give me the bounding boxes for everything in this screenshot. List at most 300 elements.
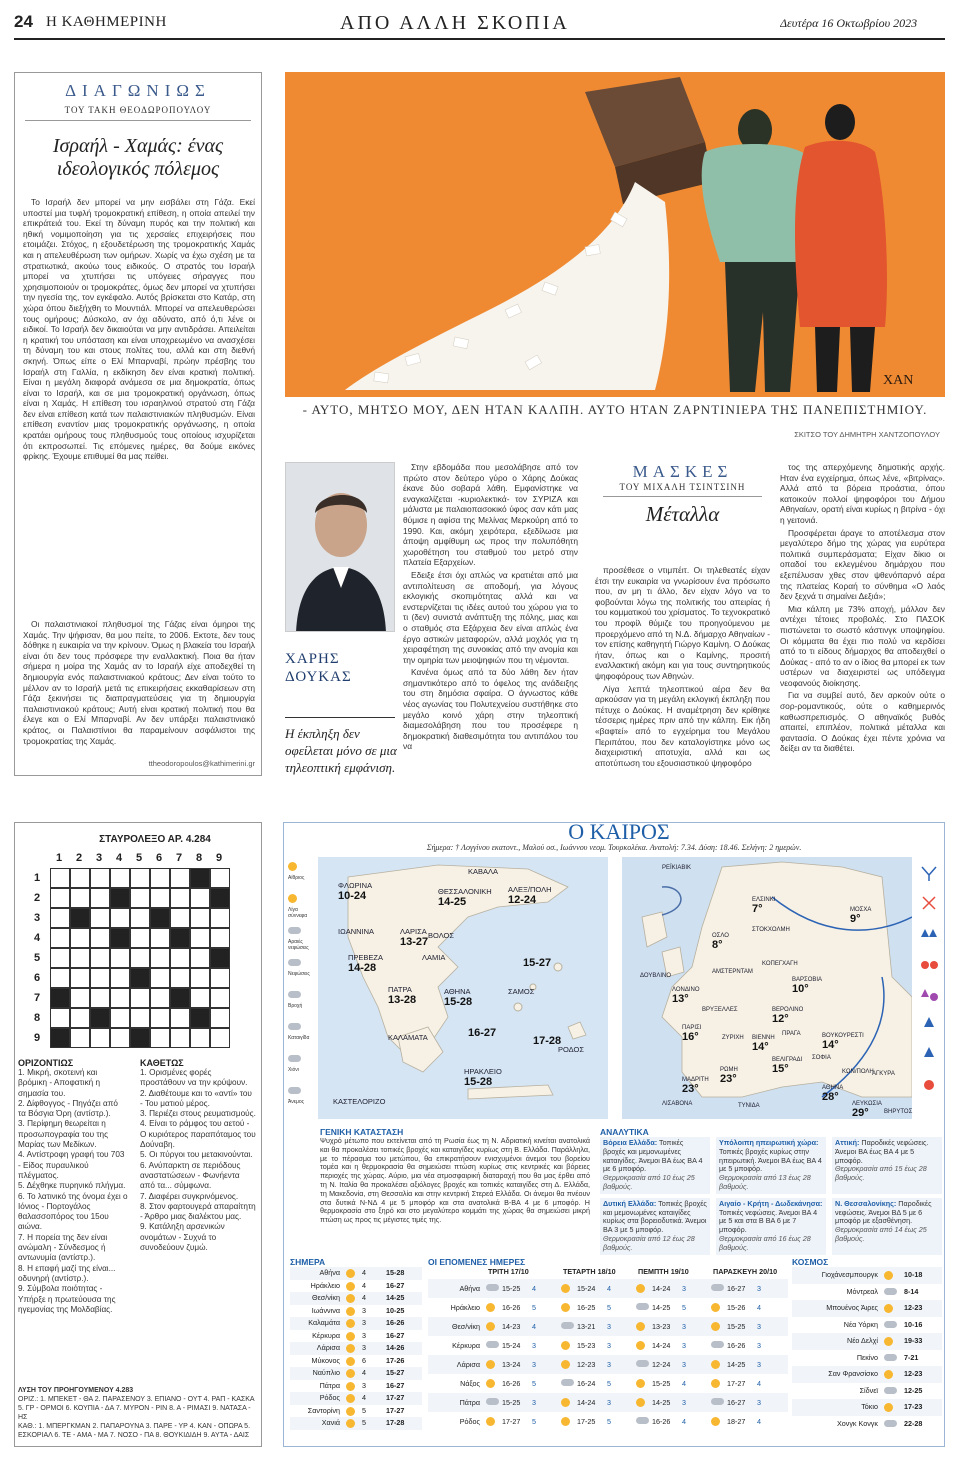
city-temp: 28° [822,1091,839,1103]
crossword-cell[interactable] [110,988,130,1008]
next-days-table [428,1257,788,1445]
city-temp: 16° [682,1031,699,1043]
temp-range: 16-27 [727,1284,746,1293]
divider [25,120,251,121]
paragraph: Στην εβδομάδα που μεσολάβησε από τον πρώτο στον δεύτερο γύρο ο Χάρης Δούκας έκανε δύο σοβαρά λάθη. Εμφανίστηκε να εναγκαλίζεται -κυριολεκτικά- τον ΣΥΡΙΖΑ και μάλιστα με παλαιοπασοκικό ύφος σαν κάτι μας θύμισε η αφίσα της Μελίνας Μερκούρη από το 1990. Και, ακόμη χειρότερα, εξεδίλωσε μια άποψη αμφίθυμη ως προς την πολυπόθητη χωροθέτηση του σταθμού του μετρό στην πλατεία Εξαρχείων. [403,462,578,568]
city-name: ΒΕΡΟΛΙΝΟ [772,1007,804,1013]
city-name: Καλαμάτα [308,1318,340,1327]
greece-city [464,1067,502,1088]
crossword-cell[interactable] [190,968,210,988]
greece-map [318,857,608,1119]
temp-range: 14-24 [577,1398,596,1407]
city-name: ΒΑΡΣΟΒΙΑ [792,977,823,983]
temp-range: 18-27 [727,1417,746,1426]
crossword-cell[interactable] [150,928,170,948]
wind-force: 3 [362,1318,366,1327]
crossword-cell[interactable] [70,988,90,1008]
today-row [290,1367,422,1380]
wind-force: 3 [362,1330,366,1340]
paragraph: προσέθεσε ο ντιμπέιτ. Οι τηλεθεατές είχαν έτσι την ευκαιρία να γνωρίσουν ένα πρόσωπο που, αν μη τι άλλο, δεν είχαν λόγο να το φοβούνται λόγω της πολιτικής του απειρίας ή του κομματικού του χρίσματος. Το τεχνοκρατικό του προφίλ θύμιζε του προηγούμενου με προερχόμενο από τη Ν.Δ. δήμαρχο Αθηναίων - τον επίσης καθηγητή Γιώργο Καμίνη. Ο Δούκας ήταν, όπως και ο Καμίνης, προσιτή εναλλακτική ακόμη και για τους συντηρητικούς ψηφοφόρους των Αθηνών. [595,565,770,681]
greece-city [333,1097,385,1106]
crossword-cell[interactable] [110,1028,130,1048]
solution-down: ΚΑΘ.: 1. ΜΠΕΡΓΚΜΑΝ 2. ΠΑΠΑΡΟΥΝΑ 3. ΠΑΡΕ - ΥΡ 4. ΚΑΝ - ΟΠΩΡΑ 5. ΕΣΚΟΡΙΑΛ 6. ΤΕ - ΑΜΑ - ΜΑ 7. ΝΟΣΟ - ΠΑ 8. ΘΟΥΚΙΔΙΔΗ 9. ΑΥΤΑ - ΔΑΙΣ [18,1423,251,1439]
section-title: ΑΠΟ ΑΛΛΗ ΣΚΟΠΙΑ [340,12,570,34]
city-name: ΘΕΣΣΑΛΟΝΙΚΗ [438,887,492,896]
world-row [792,1399,942,1416]
crossword-cell[interactable] [150,1008,170,1028]
city-name: ΡΕΪΚΙΑΒΙΚ [662,865,692,871]
city-name: ΠΡΕΒΕΖΑ [348,953,384,962]
cartoon-caption: - ΑΥΤΟ, ΜΗΤΣΟ ΜΟΥ, ΔΕΝ ΗΤΑΝ ΚΑΛΠΗ. ΑΥΤΟ ΗΤΑΝ ΖΑΡΝΤΙΝΙΕΡΑ ΤΗΣ ΠΑΝΕΠΙΣΤΗΜΙΟΥ. [302,402,928,417]
city-temp: 29° [852,1107,869,1119]
temp-range: 12-23 [904,1303,923,1312]
region-name: Υπόλοιπη ηπειρωτική χώρα: [719,1138,819,1147]
weather-legend-icon [288,1055,301,1062]
region-temps: Θερμοκρασία από 10 έως 25 βαθμούς. [603,1173,695,1191]
crossword-row-number: 7 [34,992,41,1004]
city-name: ΛΕΥΚΩΣΙΑ [852,1101,882,1107]
temp-range: 10-18 [904,1270,923,1279]
weather-icon [346,1294,355,1303]
weather-icon [346,1382,355,1391]
weather-icon [711,1303,720,1312]
weather-icon [711,1360,720,1369]
wind-force: 5 [532,1303,536,1312]
wind-force: 3 [362,1305,366,1315]
weather-icon [486,1398,499,1405]
temp-range: 13-21 [577,1322,596,1331]
crossword-black-cell [190,1008,210,1028]
doukas-article-body [403,462,578,792]
next-days-row [428,1355,788,1374]
day-header: ΤΡΙΤΗ 17/10 [488,1267,529,1276]
wind-force: 3 [682,1284,686,1293]
wind-force: 3 [362,1380,366,1390]
city-temp: 8° [712,939,723,951]
city-name: Ηράκλειο [450,1303,480,1312]
wind-force: 5 [682,1303,686,1312]
today-row [290,1342,422,1355]
crossword-cell[interactable] [130,948,150,968]
greece-city [523,957,551,969]
crossword-row-number: 8 [34,1012,41,1024]
city-temp: 23° [682,1083,699,1095]
temp-range: 16-27 [727,1398,746,1407]
crossword-cell[interactable] [190,1028,210,1048]
across-clue: 8. Η επαφή μαζί της είναι... οδυνηρή (αντίστρ.). [18,1263,116,1283]
europe-city [752,1035,775,1053]
crossword-cell[interactable] [190,988,210,1008]
next-heading: ΟΙ ΕΠΟΜΕΝΕΣ ΗΜΕΡΕΣ [428,1257,526,1267]
day-header: ΠΕΜΠΤΗ 19/10 [638,1267,689,1276]
crossword-cell[interactable] [130,868,150,888]
weather-icon [346,1419,355,1428]
crossword-cell[interactable] [130,928,150,948]
crossword-cell[interactable] [50,928,70,948]
weather-icon [346,1269,355,1278]
today-table [290,1257,422,1445]
crossword-cell[interactable] [190,928,210,948]
today-row [290,1380,422,1393]
cartoon-credit: ΣΚΙΤΣΟ ΤΟΥ ΔΗΜΗΤΡΗ ΧΑΝΤΖΟΠΟΥΛΟΥ [794,430,940,439]
crossword-cell[interactable] [90,1028,110,1048]
region-temps: Θερμοκρασία από 13 έως 28 βαθμούς. [719,1173,811,1191]
crossword-cell[interactable] [110,968,130,988]
wind-force: 4 [362,1293,366,1302]
crossword-cell[interactable] [210,868,230,888]
temp-range: 12-25 [904,1385,923,1395]
temp-range: 14-25 [652,1303,671,1312]
crossword-cell[interactable] [70,928,90,948]
city-temp: 15-27 [523,957,552,969]
wind-force: 5 [532,1379,536,1388]
temp-range: 16-26 [502,1379,521,1388]
weather-icon [486,1360,495,1369]
wind-force: 3 [757,1398,761,1407]
crossword-black-cell [150,908,170,928]
cartoon-illustration [285,72,945,397]
crossword-black-cell [50,1028,70,1048]
city-name: Ρόδος [459,1417,480,1426]
weather-icon [636,1322,645,1331]
paragraph: Εδειξε έτσι όχι απλώς να κρατιέται από μια αντιπολίτευση σε αποδομή, για λόγους εκλογικής σκοπιμότητας αλλά και να ενστερνίζεται τις ιδέες αυτού του χώρου για το τι (δεν) συνιστά ανάπτυξη της πόλης, μιας και ο σταθμός στα Εξάρχεια δεν είναι απλώς ένα έργο αστικών μεταφορών, αλλά μοχλός για τη χειραφέτηση της συνοικίας από την ανομία και την ομηρία των μειοψηφιών που τη νέμονται. [403,569,578,665]
wind-force: 3 [682,1360,686,1369]
weather-title [554,822,684,845]
weather-icon [711,1398,724,1405]
temp-range: 17-27 [386,1405,405,1415]
city-name: Γιοχάνεσμπουργκ [821,1270,878,1279]
weather-icon [711,1379,720,1388]
city-name: ΑΛΕΞ/ΠΟΛΗ [508,885,552,894]
crossword-row-number: 3 [34,912,41,924]
crossword-cell[interactable] [70,1008,90,1028]
temp-range: 15-24 [502,1341,521,1350]
across-clue: 2. Δίφθογγος - Πηγάζει από τα Βόσγια Όρη (αντίστρ.). [18,1098,118,1119]
city-temp: 17-28 [533,1035,562,1047]
crossword-cell[interactable] [130,988,150,1008]
city-name: ΡΩΜΗ [720,1067,738,1073]
weather-icon [346,1394,355,1403]
crossword-cell[interactable] [130,888,150,908]
crossword-cell[interactable] [170,948,190,968]
crossword-cell[interactable] [50,908,70,928]
crossword-cell[interactable] [90,988,110,1008]
crossword-cell[interactable] [210,928,230,948]
next-days-row [428,1374,788,1393]
region-temps: Θερμοκρασία από 12 έως 28 βαθμούς. [603,1233,695,1252]
region-text: Παροδικές νεφώσεις. Άνεμοι ΒΑ έως ΒΑ 4 με 5 μποφόρ. [835,1138,929,1165]
europe-city [662,865,691,871]
crossword-cell[interactable] [170,868,190,888]
city-name: ΛΟΝΔΙΝΟ [672,987,700,993]
crossword-cell[interactable] [70,868,90,888]
temp-range: 15-25 [727,1322,746,1331]
crossword-cell[interactable] [210,1008,230,1028]
crossword-cell[interactable] [130,1008,150,1028]
column-kicker: ΜΑΣΚΕΣ [632,462,733,481]
solution-across: ΟΡΙΖ.: 1. ΜΠΕΚΕΤ - ΘΑ 2. ΠΑΡΑΣΕΝΟΥ 3. ΕΠΙΑΝΟ - ΟΥΤ 4. ΡΑΠ - ΚΑΣΚΑ 5. ΓΡ - ΟΡΜΟΙ 6. ΚΟΥΠΙΑ - ΔΑ 7. ΜΥΡΟΝ - ΡΙΝ 8. Α - ΡΙΜΑΣΙ 9. ΝΑΤΑΣΑ - ΗΣ [18,1396,255,1421]
crossword-black-cell [130,1028,150,1048]
crossword-cell[interactable] [90,948,110,968]
weather-legend-label: Αραιές νεφώσεις [288,939,309,951]
weather-legend-icon [288,927,301,934]
crossword-black-cell [210,888,230,908]
temp-range: 15-25 [502,1398,521,1407]
greece-city [438,887,492,908]
weather-icon [486,1322,495,1331]
next-days-row [428,1393,788,1412]
crossword-cell[interactable] [150,1028,170,1048]
weather-legend-icon [288,991,301,998]
wind-force: 4 [757,1417,761,1426]
across-heading: ΟΡΙΖΟΝΤΙΩΣ [18,1058,74,1068]
city-name: Ιωάννινα [311,1305,340,1315]
city-name: ΜΑΔΡΙΤΗ [682,1077,709,1083]
wind-force: 5 [607,1417,611,1426]
temp-range: 14-25 [652,1398,671,1407]
city-name: Χονγκ Κονγκ [836,1418,878,1428]
weather-icon [884,1354,897,1361]
city-temp: 10° [792,983,809,995]
city-name: Λάρισα [456,1360,480,1369]
today-row [290,1405,422,1418]
weather-subline: Σήμερα: † Λογγίνου εκατοντ., Μαλού οσ., Ιωάννου νεομ. Τουρκολέκα. Ανατολή: 7.34. Δύση: 18.46. Σελήνη: 2 ημερών. [426,843,802,852]
crossword-cell[interactable] [130,908,150,928]
crossword-cell[interactable] [50,1008,70,1028]
city-temp: 14-25 [438,896,467,908]
world-row [792,1366,942,1383]
crossword-cell[interactable] [210,968,230,988]
weather-legend-icon [288,1087,301,1094]
crossword-row-number: 2 [34,892,41,904]
weather-icon [346,1357,355,1366]
greece-city [508,885,552,906]
crossword-cell[interactable] [110,908,130,928]
city-temp: 15-28 [444,996,473,1008]
today-row [290,1330,422,1343]
crossword-row-number: 9 [34,1032,41,1044]
wind-force: 5 [607,1379,611,1388]
crossword-row-number: 1 [34,872,41,884]
greece-city [468,1027,496,1039]
crossword-cell[interactable] [210,1028,230,1048]
wind-force: 3 [757,1284,761,1293]
weather-title-word: ΚΑΙΡΟΣ [589,822,670,844]
wind-force: 5 [362,1418,366,1427]
crossword-cell[interactable] [50,968,70,988]
crossword-cell[interactable] [170,968,190,988]
artist-signature: ΧΑΝ [883,373,914,388]
crossword-cell[interactable] [110,1008,130,1028]
temp-range: 14-23 [502,1322,521,1331]
crossword-cell[interactable] [170,1008,190,1028]
city-temp: 23° [720,1073,737,1085]
crossword-black-cell [210,948,230,968]
world-row [792,1383,942,1400]
crossword-row-number: 4 [34,932,41,944]
crossword-cell[interactable] [70,948,90,968]
world-table [792,1257,942,1445]
crossword-cell[interactable] [70,1028,90,1048]
crossword-cell[interactable] [190,908,210,928]
paragraph: Λίγα λεπτά τηλεοπτικού αέρα δεν θα αρκούσαν για τη μεγάλη εκλογική έκπληξη που πέτυχε ο Δούκας. Η αναμέτρηση δεν κρίθηκε τέσσερις ημέρες πριν από την κάλπη. Εικ ήδη «βαφτεί» από το εγχείρημα του Μεγάλου Περιπάτου, που δεν καταλογίστηκε μόνο ως διαχειριστική αποτυχία, αλλά και ως αποτύπωση του εξουσιαστικού ψηφοφόρο [595,683,770,768]
temp-range: 17-27 [727,1379,746,1388]
europe-city [738,1103,760,1109]
crossword-cell[interactable] [50,888,70,908]
weather-icon [884,1403,893,1412]
crossword-cell[interactable] [210,988,230,1008]
crossword-cell[interactable] [90,868,110,888]
today-row [290,1280,422,1293]
crossword-cell[interactable] [50,948,70,968]
europe-city [812,1055,831,1061]
solution-heading: ΛΥΣΗ ΤΟΥ ΠΡΟΗΓΟΥΜΕΝΟΥ 4.283 [18,1387,134,1394]
wind-force: 3 [757,1341,761,1350]
europe-city [722,1035,744,1041]
city-name: ΛΑΡΙΣΑ [400,927,427,936]
wind-force: 6 [362,1355,366,1365]
world-row [792,1350,942,1367]
crossword-cell[interactable] [150,888,170,908]
region-text: Τοπικές βροχές και μεμονωμένες καταιγίδες. Άνεμοι ΒΑ έως ΒΑ 4 με 6 μποφόρ. [603,1138,703,1174]
crossword-cell[interactable] [90,928,110,948]
weather-icon [486,1341,499,1348]
region-text: Τοπικές βροχές και μεμονωμένες καταιγίδες κυρίως στα βορειοδυτικά. Άνεμοι ΒΑ 3 με 5 μποφόρ. [603,1198,707,1235]
weather-icon [561,1284,570,1293]
crossword-cell[interactable] [90,888,110,908]
across-clue: 3. Περίφημη θεωρείται η προσωπογραφία του της Μαρίας των Μεδίκων. [18,1119,109,1150]
maskes-body-col1 [595,565,770,790]
weather-icon [561,1398,570,1407]
author-photo [285,462,395,632]
crossword-row-number: 5 [34,952,41,964]
paragraph: Προσφέρεται άραγε το αποτέλεσμα στον μεγαλύτερο δήμο της χώρας για ευρύτερα πολιτικά συμπεράσματα; Είχαν δίκιο οι οπαδοί του εκλεγμένου δημάρχου που εξεπέλυσαν χθες στον ψθενόπαρνό αέρα της πλατείας Κοραή το σύνθημα «Ο λαός δεν ξεχνά τι σημαίνει Δεξιά»; [780,527,945,602]
column-kicker: ΔΙΑΓΩΝΙΩΣ [65,81,211,100]
europe-city [712,969,753,975]
wind-force: 4 [362,1393,366,1402]
city-temp: 10-24 [338,890,367,902]
weather-icon [561,1303,570,1312]
europe-city [822,1085,843,1103]
crossword-black-cell [190,868,210,888]
crossword-cell[interactable] [170,1028,190,1048]
city-temp: 13-27 [400,936,429,948]
today-row [290,1417,422,1430]
city-name: Μύκονος [311,1355,340,1365]
region-forecast [600,1198,710,1255]
crossword-cell[interactable] [150,968,170,988]
crossword-cell[interactable] [110,868,130,888]
city-name: Πεκίνο [856,1352,878,1362]
city-temp: 15-28 [464,1076,493,1088]
region-temps: Θερμοκρασία από 15 έως 28 βαθμούς. [835,1164,927,1183]
region-forecast [716,1198,826,1255]
temp-range: 16-27 [386,1330,405,1340]
across-clue: 6. Το λατινικό της όνομα έχει ο Ιόνιος - Πορτογάλος θαλασσοπόρος του 15ου αιώνα. [18,1191,128,1232]
weather-icon [636,1417,649,1424]
city-name: Θεσ/νίκη [311,1293,340,1302]
weather-icon [486,1303,495,1312]
crossword-cell[interactable] [50,868,70,888]
city-name: ΣΑΜΟΣ [508,987,535,996]
crossword-cell[interactable] [150,868,170,888]
city-name: ΒΙΕΝΝΗ [752,1035,775,1041]
wind-force: 4 [532,1322,536,1331]
weather-legend-label: Βροχή [288,1003,303,1009]
crossword-black-cell [110,928,130,948]
crossword-down [140,1058,256,1388]
europe-city [682,1077,709,1095]
crossword-cell[interactable] [110,948,130,968]
greece-city [558,1045,584,1054]
city-name: ΚΑΒΑΛΑ [468,867,499,876]
wind-force: 3 [532,1360,536,1369]
down-clue: 6. Ανύπαρκτη σε περιόδους αναστατώσεων - Φωνήεντα από τα... σύμφωνα. [140,1160,241,1191]
world-row [792,1317,942,1334]
crossword-title: ΣΤΑΥΡΟΛΕΞΟ ΑΡ. 4.284 [99,834,211,845]
weather-legend-item [288,1017,314,1049]
weather-icon [636,1341,645,1350]
greece-city [388,985,416,1006]
temp-range: 19-33 [904,1336,923,1345]
weather-icon [711,1322,720,1331]
author-email[interactable]: ttheodoropoulos@kathimerini.gr [148,759,255,768]
wind-force: 4 [362,1268,366,1277]
crossword-cell[interactable] [190,948,210,968]
region-text: Τοπικές νεφώσεις. Άνεμοι ΒΑ 4 με 5 και στα Β ΒΑ 6 με 7 μποφόρ. [719,1207,818,1235]
today-row [290,1292,422,1305]
weather-icon [711,1417,720,1426]
world-row [792,1333,942,1350]
crossword-cell[interactable] [150,988,170,1008]
crossword-cell[interactable] [70,968,90,988]
world-row [792,1284,942,1301]
temp-range: 15-27 [386,1368,405,1377]
crossword-black-cell [50,988,70,1008]
down-clue: 8. Στον φαρτουγερά απαραίτητη - Άρθρο μιας διαλέκτου μας. [140,1201,256,1222]
crossword-cell[interactable] [150,948,170,968]
greece-city [422,953,445,962]
weather-title-o: Ο [568,822,585,844]
europe-city [782,1031,801,1037]
today-row [290,1392,422,1405]
crossword-cell[interactable] [190,888,210,908]
crossword-cell[interactable] [170,888,190,908]
weather-icon [486,1284,499,1291]
divider [285,717,395,718]
crossword-cell[interactable] [90,968,110,988]
crossword-cell[interactable] [70,888,90,908]
city-name: Σαντορίνη [307,1405,340,1415]
temp-range: 17-25 [577,1417,596,1426]
crossword-cell[interactable] [90,908,110,928]
region-temps: Θερμοκρασία από 14 έως 25 βαθμούς. [835,1225,927,1243]
wind-force: 4 [362,1368,366,1377]
wind-force: 5 [362,1405,366,1415]
city-name: ΗΡΑΚΛΕΙΟ [464,1067,502,1076]
cartoon-drawing [285,72,945,397]
weather-legend-label: Λίγα σύννεφα [288,907,308,919]
woman-head [825,104,855,140]
city-name: Αθήνα [319,1268,340,1277]
article-body-2 [23,619,255,757]
crossword-cell[interactable] [210,908,230,928]
down-clue: 3. Περιέζει στους ρευματισμούς. [140,1109,256,1119]
weather-icon [346,1282,355,1291]
crossword-black-cell [170,928,190,948]
crossword-cell[interactable] [170,908,190,928]
city-name: Ηράκλειο [310,1280,340,1290]
